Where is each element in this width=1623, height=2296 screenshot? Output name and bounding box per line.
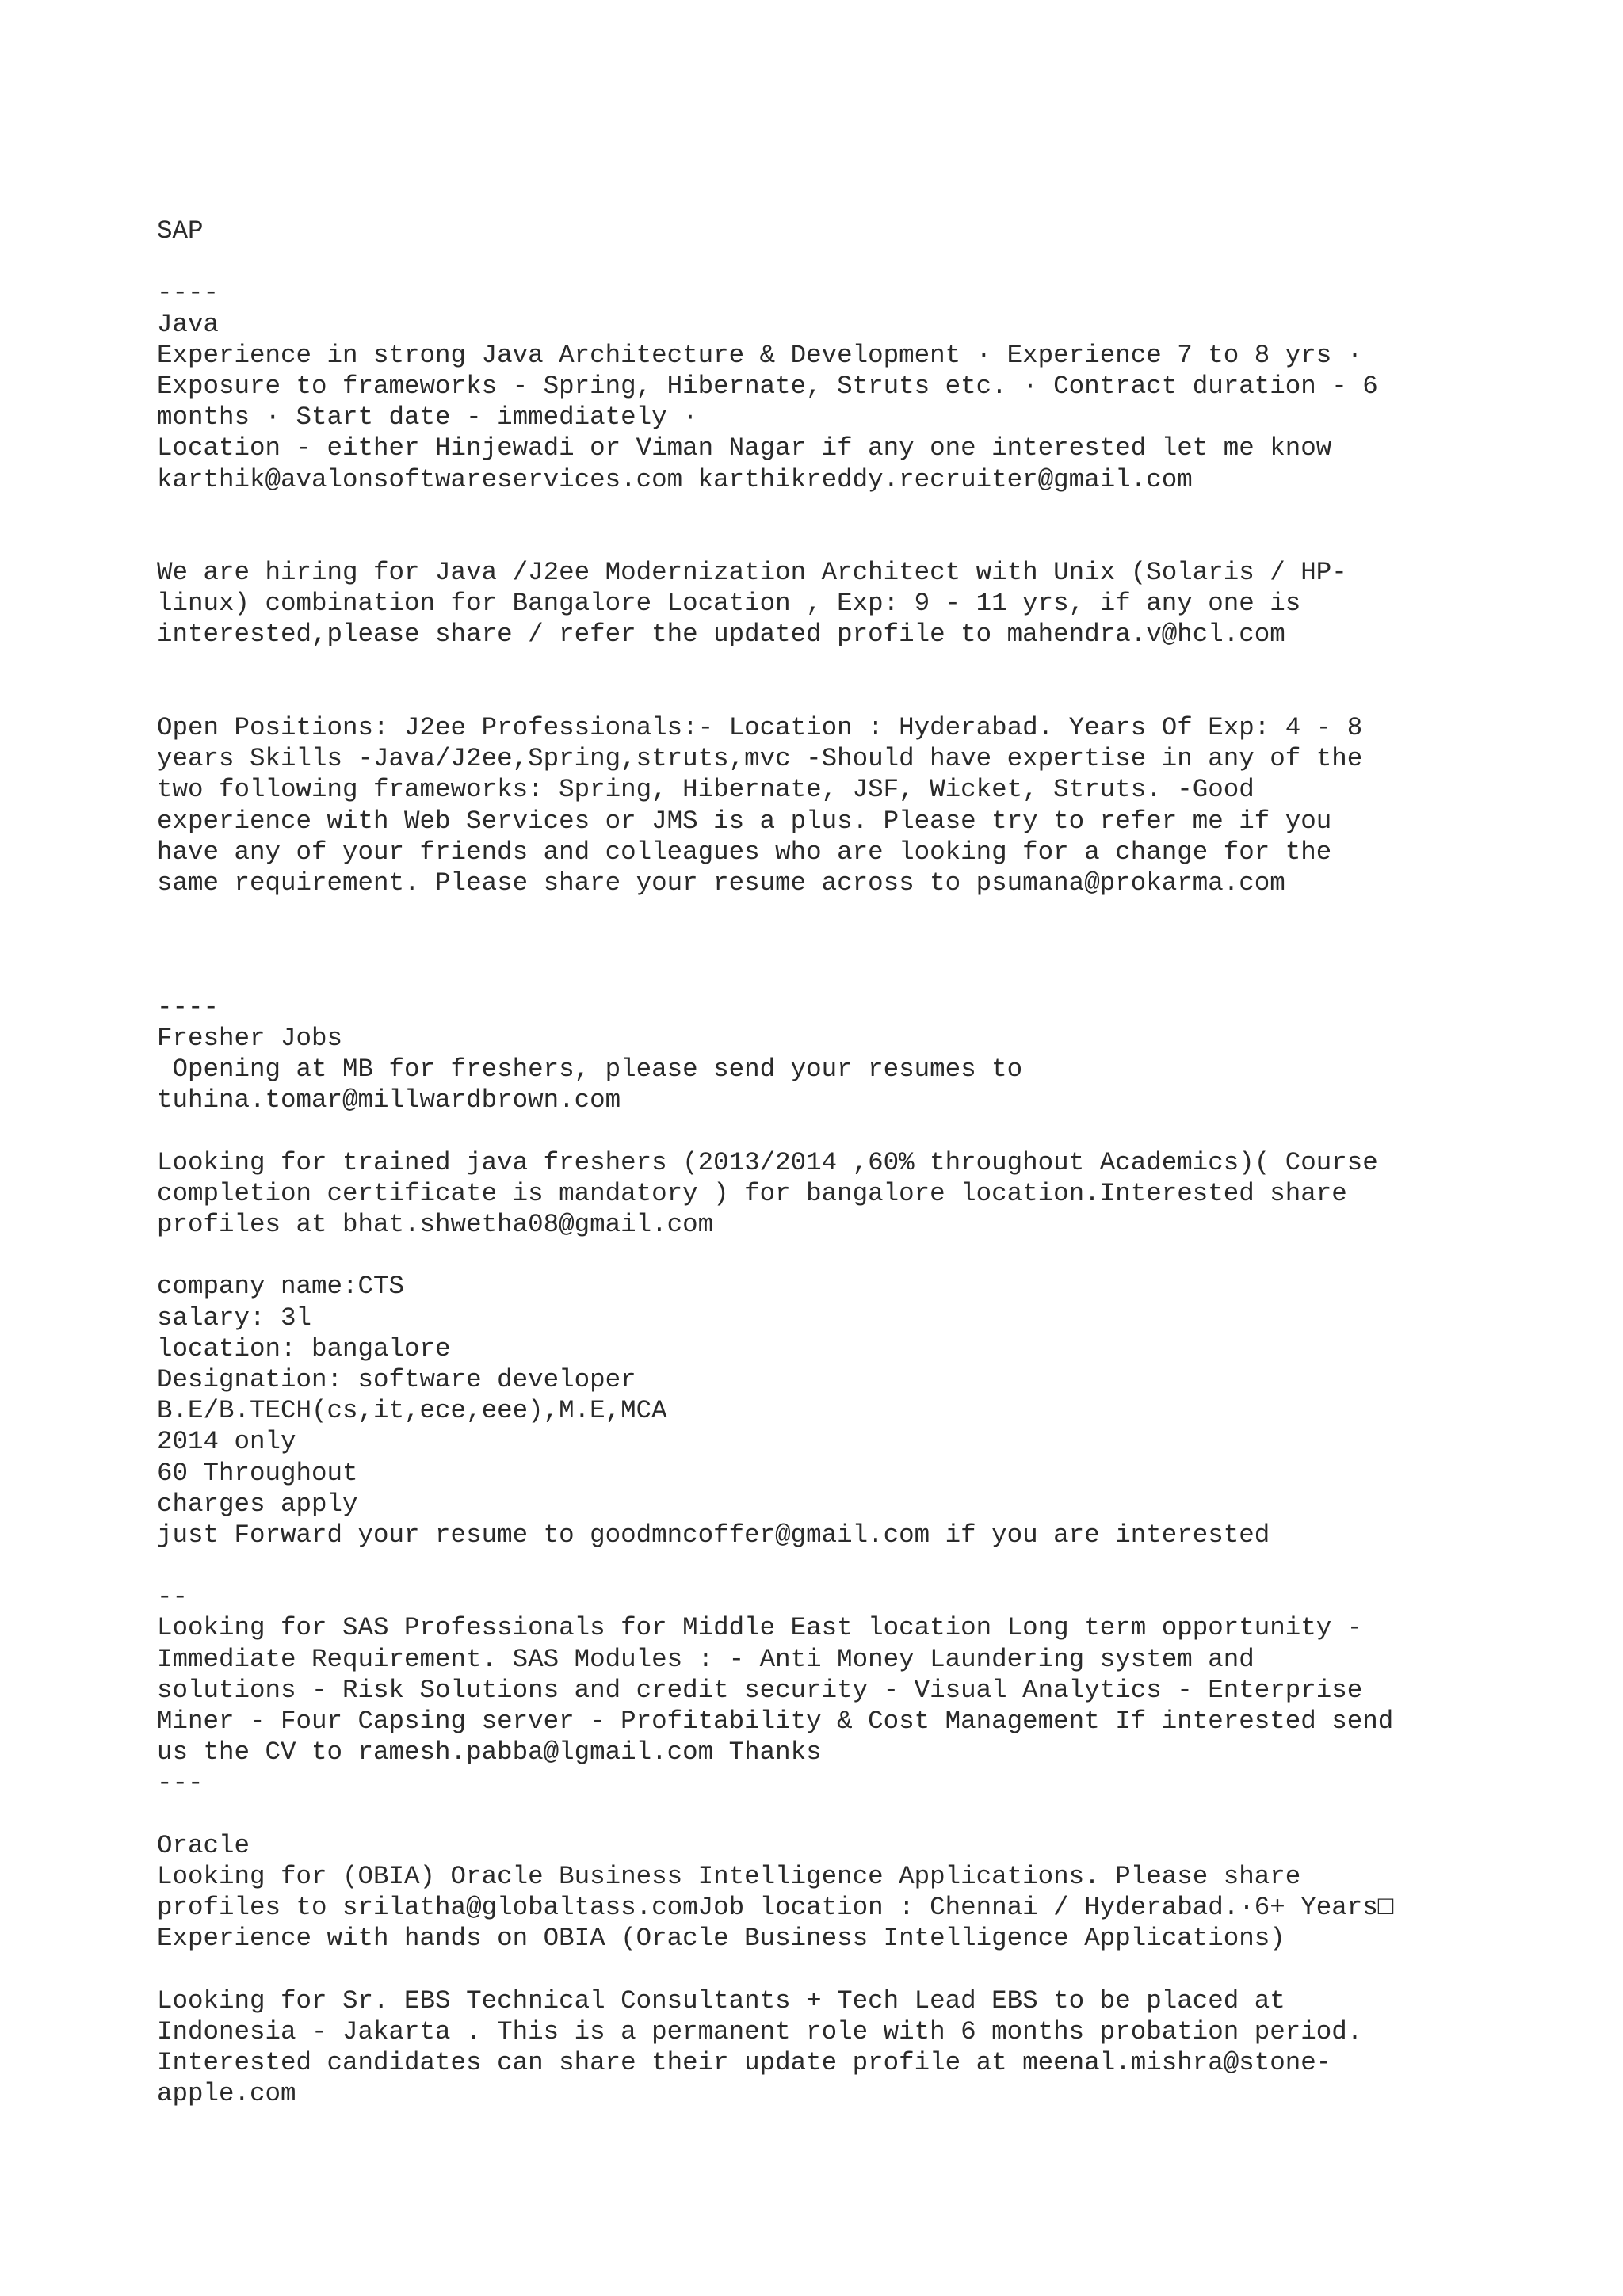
text-line: -- — [157, 1582, 189, 1612]
text-line: us the CV to ramesh.pabba@lgmail.com Thanks — [157, 1737, 822, 1768]
text-line: charges apply — [157, 1489, 358, 1519]
text-line: experience with Web Services or JMS is a plus. Please try to refer me if you — [157, 806, 1332, 836]
text-line: months · Start date - immediately · — [157, 402, 698, 433]
text-line: two following frameworks: Spring, Hibernate, JSF, Wicket, Struts. -Good — [157, 775, 1254, 805]
text-line: Looking for (OBIA) Oracle Business Intelligence Applications. Please share — [157, 1861, 1301, 1891]
text-line — [157, 1240, 1504, 1271]
text-line: company name:CTS — [157, 1272, 405, 1302]
text-line: Java — [157, 309, 220, 339]
text-line: Experience in strong Java Architecture & Development · Experience 7 to 8 yrs · — [157, 340, 1363, 370]
text-line: Looking for trained java freshers (2013/2014 ,60% throughout Academics)( Course — [157, 1147, 1378, 1177]
text-line: profiles to srilatha@globaltass.comJob location : Chennai / Hyderabad.·6+ Years□ — [157, 1893, 1394, 1923]
text-line: Indonesia - Jakarta . This is a permanent role with 6 months probation period. — [157, 2016, 1363, 2046]
text-line: Immediate Requirement. SAS Modules : - Anti Money Laundering system and — [157, 1644, 1254, 1674]
text-line: Oracle — [157, 1830, 250, 1860]
text-line: ---- — [157, 278, 220, 308]
text-line: same requirement. Please share your resume across to psumana@prokarma.com — [157, 868, 1285, 898]
text-line: apple.com — [157, 2079, 296, 2109]
text-line: solutions - Risk Solutions and credit security - Visual Analytics - Enterprise — [157, 1675, 1363, 1705]
text-line: years Skills -Java/J2ee,Spring,struts,mvc -Should have expertise in any of the — [157, 744, 1363, 774]
text-line: SAP — [157, 216, 204, 246]
text-line: Open Positions: J2ee Professionals:- Location : Hyderabad. Years Of Exp: 4 - 8 — [157, 713, 1363, 742]
text-line: just Forward your resume to goodmncoffer@gmail.com if you are interested — [157, 1520, 1270, 1550]
text-line: Miner - Four Capsing server - Profitability & Cost Management If interested send — [157, 1707, 1394, 1736]
text-line — [157, 246, 1504, 277]
text-line: We are hiring for Java /J2ee Modernization Architect with Unix (Solaris / HP- — [157, 558, 1347, 588]
text-line: 2014 only — [157, 1427, 296, 1457]
text-line: profiles at bhat.shwetha08@gmail.com — [157, 1210, 714, 1239]
text-line — [157, 1955, 1504, 1985]
text-line: Fresher Jobs — [157, 1023, 343, 1053]
text-line — [157, 1116, 1504, 1146]
text-line: Designation: software developer — [157, 1364, 636, 1394]
text-line — [157, 681, 1504, 712]
text-line: Exposure to frameworks - Spring, Hibernate, Struts etc. · Contract duration - 6 — [157, 371, 1378, 401]
text-line: Looking for Sr. EBS Technical Consultants + Tech Lead EBS to be placed at — [157, 1985, 1285, 2016]
text-line — [157, 1550, 1504, 1581]
text-line — [157, 1799, 1504, 1830]
text-line: 60 Throughout — [157, 1458, 358, 1488]
text-line: interested,please share / refer the updated profile to mahendra.v@hcl.com — [157, 620, 1285, 650]
text-line: --- — [157, 1768, 204, 1798]
text-line — [157, 650, 1504, 681]
text-line — [157, 929, 1504, 960]
text-line: salary: 3l — [157, 1302, 312, 1333]
text-line — [157, 495, 1504, 526]
text-line: have any of your friends and colleagues who are looking for a change for the — [157, 837, 1332, 867]
text-line — [157, 526, 1504, 557]
text-line: Experience with hands on OBIA (Oracle Business Intelligence Applications) — [157, 1924, 1285, 1954]
text-line: ---- — [157, 992, 220, 1022]
text-line: location: bangalore — [157, 1333, 451, 1363]
text-line: B.E/B.TECH(cs,it,ece,eee),M.E,MCA — [157, 1396, 667, 1426]
text-line — [157, 961, 1504, 992]
text-line: Interested candidates can share their update profile at meenal.mishra@stone- — [157, 2048, 1332, 2078]
text-line: linux) combination for Bangalore Location , Exp: 9 - 11 yrs, if any one is — [157, 589, 1301, 619]
text-line: Opening at MB for freshers, please send your resumes to — [157, 1055, 1023, 1085]
text-line — [157, 898, 1504, 929]
text-line: tuhina.tomar@millwardbrown.com — [157, 1085, 621, 1116]
text-line: Location - either Hinjewadi or Viman Nagar if any one interested let me know — [157, 433, 1332, 463]
text-line: karthik@avalonsoftwareservices.com karthikreddy.recruiter@gmail.com — [157, 464, 1193, 494]
text-line: completion certificate is mandatory ) for bangalore location.Interested share — [157, 1178, 1347, 1208]
document-body — [157, 215, 1504, 2109]
text-line: Looking for SAS Professionals for Middle East location Long term opportunity - — [157, 1613, 1363, 1643]
